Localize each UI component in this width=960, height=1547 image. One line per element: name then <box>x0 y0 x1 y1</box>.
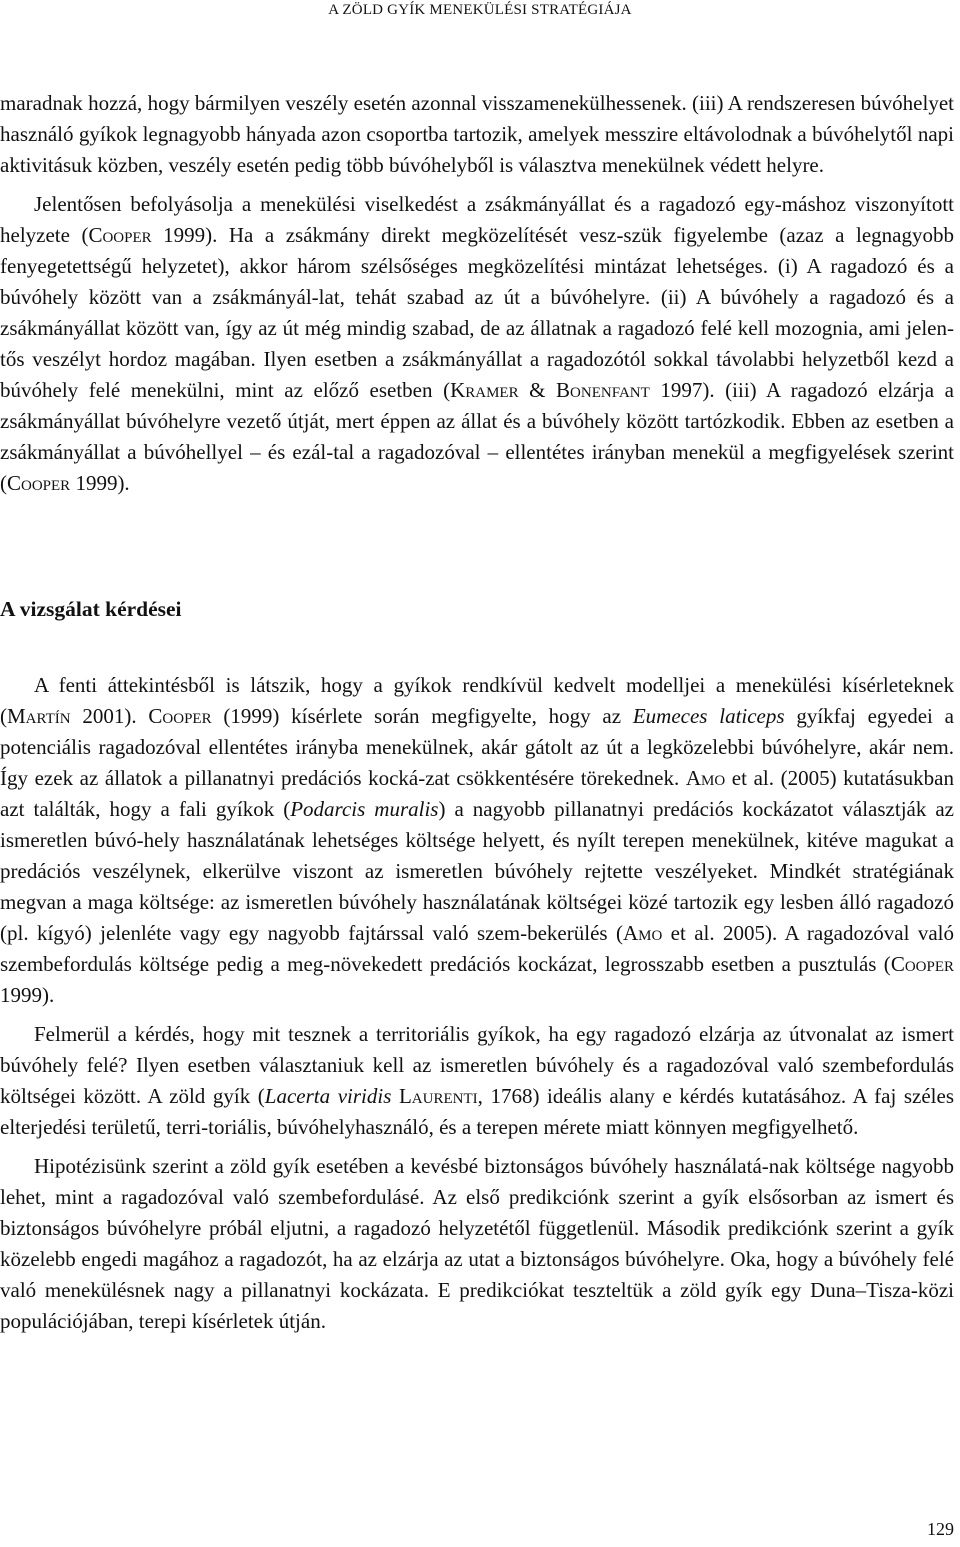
citation-author: Cooper <box>890 952 954 976</box>
text-run: 1999). Ha a zsákmány direkt megközelítését vesz-szük figyelembe (azaz a legnagyobb fenyegetettségű helyzetet), akkor három szélsőséges megközelítési mintázat lehetséges. (i) A ragadozó és a búvóhely között van a zsákmányál-lat, tehát szabad az út a búvóhelyre. (ii) A búvóhely a ragadozó és a zsákmányállat között van, így az út még mindig szabad, de az állatnak a ragadozó felé kell mozognia, ami jelen-tős veszélyt hordoz magában. Ilyen esetben a zsákmányállat a ragadozótól sokkal távolabbi helyzetből kezd a búvóhely felé menekülni, mint az előző esetben ( <box>0 223 954 402</box>
paragraph-overview <box>0 670 954 1011</box>
text-run: Felmerül a kérdés, hogy mit tesznek a territoriális gyíkok, ha egy ragadozó elzárja az útvonalat az ismert búvóhely felé? Ilyen esetben választaniuk kell az ismeretlen búvóhely és a ragadozóval való szembefordulás költségei között. A zöld gyík ( <box>0 1022 954 1108</box>
text-run: (1999) kísérlete során megfigyelte, hogy az <box>211 704 633 728</box>
text-run: 1999). <box>0 983 55 1007</box>
species-name: Lacerta viridis <box>264 1084 392 1108</box>
text-run: Jelentősen befolyásolja a menekülési viselkedést a zsákmányállat és a ragadozó egy-máshoz viszonyított helyzete ( <box>0 192 954 247</box>
text-run: 1999). <box>70 471 130 495</box>
citation-author: Bonenfant <box>556 378 650 402</box>
text-run: , 1768) ideális alany e kérdés kutatásához. A faj széles elterjedési területű, terri-toriális, búvóhelyhasználó, és a terepen mérete miatt könnyen megfigyelhető. <box>0 1084 955 1139</box>
citation-author: Amo <box>622 921 663 945</box>
citation-author: Laurenti <box>398 1084 478 1108</box>
citation-author: Cooper <box>148 704 212 728</box>
species-name: Eumeces laticeps <box>632 704 785 728</box>
citation-author: Martín <box>7 704 71 728</box>
citation-author: Amo <box>685 766 726 790</box>
page-number: 129 <box>927 1519 954 1539</box>
text-run: A fenti áttekintésből is látszik, hogy a gyíkok rendkívül kedvelt modelljei a menekülési kísérleteknek ( <box>0 673 954 728</box>
page-body <box>0 88 954 1337</box>
paragraph-approach-patterns <box>0 189 954 499</box>
running-header: A ZÖLD GYÍK MENEKÜLÉSI STRATÉGIÁJA <box>328 2 632 18</box>
paragraph-hypothesis: Hipotézisünk szerint a zöld gyík esetében a kevésbé biztonságos búvóhely használatá-nak költsége nagyobb lehet, mint a ragadozóval való szembefordulásé. Az első predikciónk szerint a gyík elsősorban az ismert és biztonságos búvóhelyre próbál eljutni, a ragadozó helyzetétől függetlenül. Második predikciónk szerint a gyík közelebb engedi magához a ragadozót, ha az elzárja az utat a biztonságos búvóhelyre. Oka, hogy a búvóhely felé való menekülésnek nagy a pillanatnyi kockázata. E predikciókat teszteltük a zöld gyík egy Duna–Tisza-közi populációjában, terepi kísérletek útján. <box>0 1154 954 1333</box>
citation-author: Cooper <box>88 223 152 247</box>
species-name: Podarcis muralis <box>290 797 439 821</box>
citation-author: Cooper <box>7 471 71 495</box>
text-run: et al. 2005). A ragadozóval való szembefordulás költsége pedig a meg-növekedett predációs kockázat, legrosszabb esetben a pusztulás ( <box>0 921 954 976</box>
citation-author: Kramer <box>450 378 519 402</box>
text-run: gyíkfaj egyedei a potenciális ragadozóval ellentétes irányba menekülnek, akár gátolt az út a legközelebbi búvóhelyre, akár nem. Így ezek az állatok a pillanatnyi predációs kocká-zat csökkentésére törekednek. <box>0 704 954 790</box>
paragraph-continuation: maradnak hozzá, hogy bármilyen veszély esetén azonnal visszamenekülhessenek. (iii) A rendszeresen búvóhelyet használó gyíkok legnagyobb hányada azon csoportba tartozik, amelyek messzire eltávolodnak a búvóhelytől napi aktivitásuk közben, veszély esetén pedig több búvóhelyből is választva menekülnek védett helyre. <box>0 91 954 177</box>
text-run: ) a nagyobb pillanatnyi predációs kockázatot választják az ismeretlen búvó-hely használatának lehetséges költsége helyett, és nyílt terepen menekülnek, kitéve magukat a predációs veszélynek, elkerülve viszont az ismeretlen búvóhely rejtette veszélyeket. Mindkét stratégiának megvan a maga költsége: az ismeretlen búvóhely használatának költségei közé tartozik egy lesben álló ragadozó (pl. kígyó) jelenléte vagy egy nagyobb fajtárssal való szem-bekerülés ( <box>0 797 954 945</box>
text-run: et al. (2005) kutatásukban azt találták, hogy a fali gyíkok ( <box>0 766 954 821</box>
section-heading: A vizsgálat kérdései <box>0 597 182 621</box>
paragraph-question <box>0 1019 954 1143</box>
text-run: & <box>518 378 557 402</box>
text-run: 1997). (iii) A ragadozó elzárja a zsákmányállat búvóhelyre vezető útját, mert éppen az állat és a búvóhely között tartózkodik. Ebben az esetben a zsákmányállat a búvóhellyel – és ezál-tal a ragadozóval – ellentétes irányban menekül a megfigyelések szerint ( <box>0 378 954 495</box>
text-run: 2001). <box>70 704 149 728</box>
